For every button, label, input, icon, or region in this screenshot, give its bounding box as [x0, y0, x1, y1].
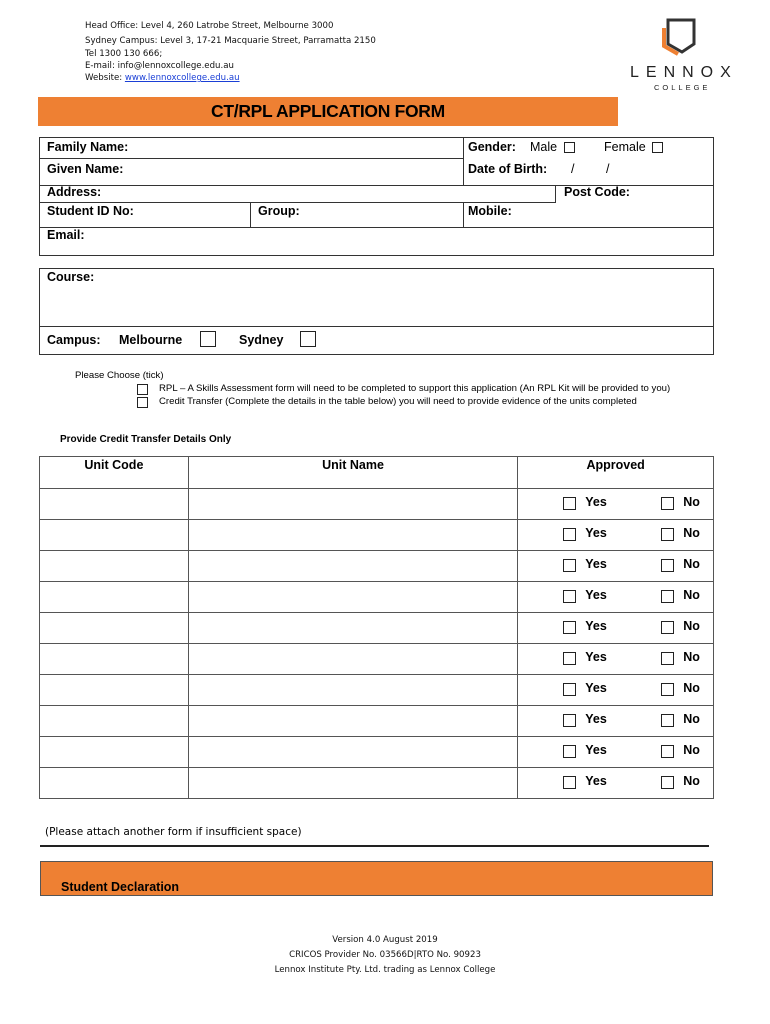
email-label: Email: — [47, 228, 85, 242]
logo-subtitle: COLLEGE — [654, 83, 711, 92]
choose-prompt: Please Choose (tick) — [75, 370, 164, 381]
unit-code-cell[interactable] — [40, 675, 189, 706]
table-row — [40, 489, 714, 520]
email-address: E-mail: info@lennoxcollege.edu.au — [85, 61, 234, 71]
unit-code-header: Unit Code — [40, 457, 189, 489]
unit-name-cell[interactable] — [188, 737, 517, 768]
unit-name-header: Unit Name — [188, 457, 517, 489]
no-checkbox[interactable] — [661, 745, 674, 758]
website-link[interactable]: www.lennoxcollege.edu.au — [124, 73, 240, 83]
form-title: CT/RPL APPLICATION FORM — [211, 101, 445, 121]
approved-cell — [518, 644, 714, 675]
yes-checkbox[interactable] — [563, 528, 576, 541]
yes-checkbox[interactable] — [563, 497, 576, 510]
campus-label: Campus: — [47, 333, 101, 347]
ct-checkbox[interactable] — [137, 397, 148, 408]
approved-header: Approved — [518, 457, 714, 489]
logo-name: LENNOX — [630, 64, 738, 81]
melbourne-label: Melbourne — [119, 333, 183, 347]
no-label: No — [683, 557, 700, 571]
unit-code-cell[interactable] — [40, 706, 189, 737]
lennox-logo-icon — [660, 16, 700, 56]
no-checkbox[interactable] — [661, 528, 674, 541]
approved-cell — [518, 582, 714, 613]
no-label: No — [683, 495, 700, 509]
table-row — [40, 520, 714, 551]
table-row — [40, 737, 714, 768]
no-label: No — [683, 650, 700, 664]
approval-options — [518, 489, 713, 519]
yes-label: Yes — [585, 495, 607, 509]
student-id-label: Student ID No: — [47, 204, 134, 218]
female-label: Female — [604, 140, 646, 154]
telephone: Tel 1300 130 666; — [85, 49, 163, 59]
approved-cell — [518, 737, 714, 768]
footer-version: Version 4.0 August 2019 — [332, 935, 438, 945]
address-label: Address: — [47, 185, 102, 199]
unit-code-cell[interactable] — [40, 582, 189, 613]
yes-label: Yes — [585, 650, 607, 664]
website-label: Website: — [85, 73, 125, 83]
yes-checkbox[interactable] — [563, 776, 576, 789]
male-label: Male — [530, 140, 558, 154]
yes-checkbox[interactable] — [563, 652, 576, 665]
no-checkbox[interactable] — [661, 714, 674, 727]
approval-options — [518, 551, 713, 581]
course-label: Course: — [47, 270, 95, 284]
approved-cell — [518, 706, 714, 737]
footer-trading: Lennox Institute Pty. Ltd. trading as Lennox College — [274, 965, 496, 975]
approval-options — [518, 613, 713, 643]
unit-code-cell[interactable] — [40, 613, 189, 644]
yes-label: Yes — [585, 774, 607, 788]
approval-options — [518, 644, 713, 674]
no-label: No — [683, 681, 700, 695]
gender-label: Gender: — [468, 140, 516, 154]
yes-label: Yes — [585, 526, 607, 540]
no-label: No — [683, 774, 700, 788]
form-title-bar — [38, 97, 618, 126]
yes-label: Yes — [585, 619, 607, 633]
dob-separator-2: / — [606, 162, 610, 176]
unit-code-cell[interactable] — [40, 551, 189, 582]
unit-name-cell[interactable] — [188, 489, 517, 520]
table-row — [40, 706, 714, 737]
approval-options — [518, 675, 713, 705]
male-checkbox[interactable] — [564, 142, 575, 153]
dob-separator-1: / — [571, 162, 575, 176]
footer-cricos: CRICOS Provider No. 03566D|RTO No. 90923 — [289, 950, 481, 960]
mobile-label: Mobile: — [468, 204, 512, 218]
website — [85, 72, 240, 85]
unit-name-cell[interactable] — [188, 551, 517, 582]
attach-note: (Please attach another form if insufficient space) — [45, 826, 302, 838]
yes-label: Yes — [585, 743, 607, 757]
head-office-address: Head Office: Level 4, 260 Latrobe Street, Melbourne 3000 — [85, 21, 334, 31]
table-row — [40, 551, 714, 582]
unit-code-cell[interactable] — [40, 768, 189, 799]
ct-table-heading: Provide Credit Transfer Details Only — [60, 434, 232, 445]
no-checkbox[interactable] — [661, 621, 674, 634]
sydney-campus-address: Sydney Campus: Level 3, 17-21 Macquarie Street, Parramatta 2150 — [85, 36, 376, 46]
declaration-bar — [40, 861, 713, 896]
yes-checkbox[interactable] — [563, 714, 576, 727]
no-checkbox[interactable] — [661, 559, 674, 572]
family-name-label: Family Name: — [47, 140, 129, 154]
no-checkbox[interactable] — [661, 683, 674, 696]
melbourne-checkbox[interactable] — [200, 331, 216, 347]
unit-name-cell[interactable] — [188, 520, 517, 551]
ct-option-text: Credit Transfer (Complete the details in the table below) you will need to provide evidence of the units completed — [159, 396, 637, 407]
yes-label: Yes — [585, 712, 607, 726]
rpl-checkbox[interactable] — [137, 384, 148, 395]
unit-name-cell[interactable] — [188, 706, 517, 737]
table-row — [40, 768, 714, 799]
yes-label: Yes — [585, 681, 607, 695]
yes-checkbox[interactable] — [563, 621, 576, 634]
no-checkbox[interactable] — [661, 776, 674, 789]
post-code-label: Post Code: — [564, 185, 630, 199]
dob-label: Date of Birth: — [468, 162, 548, 176]
approval-options — [518, 768, 713, 798]
unit-code-cell[interactable] — [40, 737, 189, 768]
no-checkbox[interactable] — [661, 652, 674, 665]
no-checkbox[interactable] — [661, 497, 674, 510]
no-label: No — [683, 619, 700, 633]
unit-name-cell[interactable] — [188, 613, 517, 644]
yes-checkbox[interactable] — [563, 590, 576, 603]
no-label: No — [683, 712, 700, 726]
no-label: No — [683, 743, 700, 757]
approval-options — [518, 706, 713, 736]
given-name-label: Given Name: — [47, 162, 124, 176]
approval-options — [518, 582, 713, 612]
sydney-checkbox[interactable] — [300, 331, 316, 347]
unit-name-cell[interactable] — [188, 582, 517, 613]
group-label: Group: — [258, 204, 300, 218]
divider — [40, 845, 709, 847]
rpl-option-text: RPL – A Skills Assessment form will need to be completed to support this application (An RPL Kit will be provided to you) — [159, 383, 671, 394]
no-label: No — [683, 588, 700, 602]
sydney-label: Sydney — [239, 333, 284, 347]
table-row — [40, 644, 714, 675]
table-row — [40, 675, 714, 706]
unit-code-cell[interactable] — [40, 489, 189, 520]
yes-label: Yes — [585, 588, 607, 602]
yes-checkbox[interactable] — [563, 559, 576, 572]
table-row — [40, 613, 714, 644]
credit-transfer-table — [39, 456, 714, 799]
approved-cell — [518, 675, 714, 706]
unit-name-cell[interactable] — [188, 644, 517, 675]
approval-options — [518, 520, 713, 550]
approved-cell — [518, 613, 714, 644]
unit-name-cell[interactable] — [188, 768, 517, 799]
approved-cell — [518, 520, 714, 551]
unit-code-cell[interactable] — [40, 644, 189, 675]
approved-cell — [518, 489, 714, 520]
table-row — [40, 582, 714, 613]
declaration-title: Student Declaration — [61, 880, 180, 894]
unit-code-cell[interactable] — [40, 520, 189, 551]
approval-options — [518, 737, 713, 767]
yes-checkbox[interactable] — [563, 745, 576, 758]
table-header-row — [40, 457, 714, 489]
yes-label: Yes — [585, 557, 607, 571]
unit-name-cell[interactable] — [188, 675, 517, 706]
female-checkbox[interactable] — [652, 142, 663, 153]
approved-cell — [518, 768, 714, 799]
approved-cell — [518, 551, 714, 582]
no-label: No — [683, 526, 700, 540]
yes-checkbox[interactable] — [563, 683, 576, 696]
no-checkbox[interactable] — [661, 590, 674, 603]
